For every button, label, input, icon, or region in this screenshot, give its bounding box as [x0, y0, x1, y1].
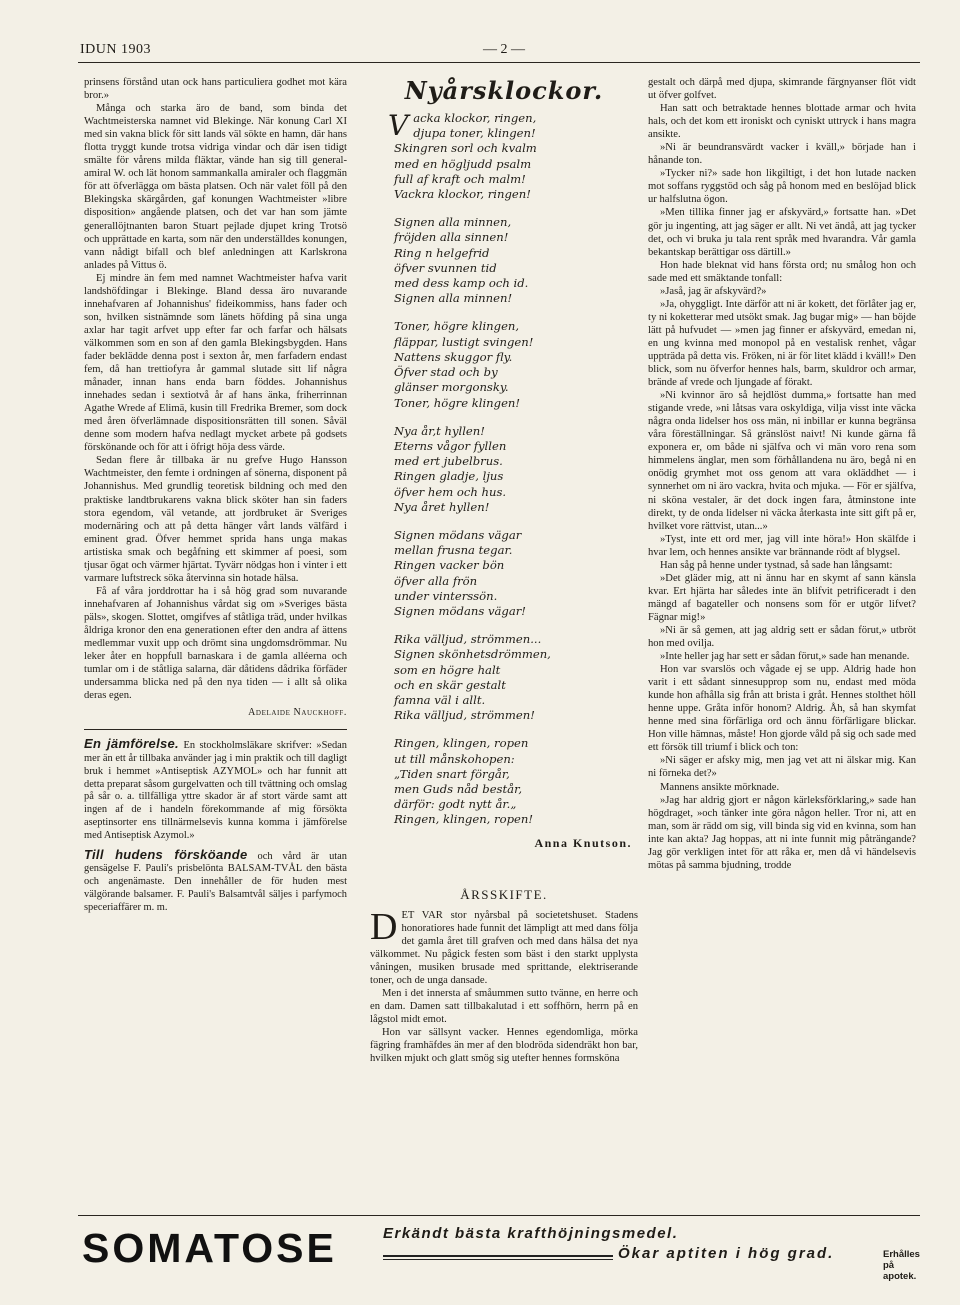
- advert-azymol: [84, 738, 347, 842]
- col3-paragraph: »Jaså, jag är afskyvärd?»: [660, 285, 767, 297]
- poem-line: Signen mödans vägar!: [394, 603, 526, 618]
- poem-line: öfver svunnen tid: [394, 260, 497, 275]
- slogan-line-3: Erhålles på apotek.: [883, 1249, 920, 1282]
- page-header: [78, 38, 920, 60]
- col3-paragraph: Han satt och betraktade hennes blottade armar och hvita hals, och det kom ett ironiskt och cyniskt uttryck i hans magra ansikte.: [648, 103, 916, 141]
- advert-text: En stockholmsläkare skrifver: »Sedan mer än ett år tillbaka använder jag i min praktik och till dagligt bruk i hemmet »Antiseptisk AZYMOL» och har funnit att detta preparat såsom gurgelvatten och till tvättning och omslag på sår o. a. tillfälliga yttre skador är af stort värde samt att ingen af de i handeln förekommande af mig försökta aseptinsorter ens tillnärmelsevis kunna komma i jämförelse med Antiseptisk Azymol.»: [84, 740, 347, 841]
- col3-paragraph: »Det gläder mig, att ni ännu har en skymt af sann känsla kvar. Ert hjärta har således inte än blifvit petrificeradt i den mängd af bagateller och nonsens som för er utgör lifvet? Fägnar mig!»: [648, 572, 916, 623]
- col3-paragraph: »Ni kvinnor äro så hejdlöst dumma,» fortsatte han med stigande vrede, »ni låtsas vara oskyldiga, vilja visst inte väcka några onda lidelser hos oss män, ni inbillar er kunna begränsa våra föreställningar. Så gränslöst naivt! Ni kunde gärna få exponera er, om både ni själfva och vi män voro rena som himmelens änglar, men som förhållandena nu äro, begå ni en onödig grymhet mot oss genom att vara okläddhet — i synnerhet om ni äro vackra, hvita och mjuka. — För er själfva, ni sköna vestaler, är det dock ingen fara, åtminstone inte direkt, ty de onda lidelser ni väcka återkasta inte sitt gift på er, hvilket vore rättvist, utan...»: [648, 390, 916, 532]
- poem-line: öfver alla frön: [394, 573, 478, 588]
- poem: [370, 111, 638, 828]
- poem-stanza: [394, 215, 638, 306]
- poem-line: djupa toner, klingen!: [413, 126, 536, 141]
- col3-paragraph: »Inte heller jag har sett er sådan förut,» sade han menande.: [660, 651, 910, 663]
- slogan-line-2: Ökar aptiten i hög grad.: [618, 1245, 835, 1262]
- poem-line: Skingren sorl och kvalm: [394, 141, 537, 156]
- poem-line: fläppar, lustigt svingen!: [394, 334, 534, 349]
- col1-paragraph: prinsens förstånd utan ock hans particuliera godhet mot kära bror.»: [84, 77, 347, 102]
- section-paragraph: DET VAR stor nyårsbal på societetshuset. Stadens honoratiores hade funnit det lämpligt att med dans följa det gamla året till grafven och med dans hälsa det nya välkommet. Nu pågick festen som bäst i den starkt upplysta våningen, musiken brusade med sprittande, elektriserande toner, och de unga dansade.: [370, 905, 638, 986]
- col3-paragraph: Hon var svarslös och vågade ej se upp. Aldrig hade hon varit i ett sådant sinnesupprор som nu, endast med möda kunde hon afhålla sig från att brista i gråt. Hennes stolthet höll henne uppe. Gråta inför honom? Aldrig. Åh, så han skymfat henne med sina förfärliga ord och ännu förfärligare blickar. Hon ville hämnas, måste! Hon gjorde våld på sig och sade med ett försök till triumf i blick och ton:: [648, 664, 916, 754]
- poem-line: öfver hem och hus.: [394, 484, 507, 499]
- poem-line: Signen skönhetsdrömmen,: [394, 647, 551, 662]
- poem-stanza: [394, 632, 638, 723]
- poem-line: med dess kamp och id.: [394, 276, 529, 291]
- poem-line: Vackra klockor, ringen!: [394, 187, 531, 202]
- poem-stanza: [394, 424, 638, 515]
- section-paragraph: Men i det innersta af småummen sutto tvänne, en herre och en dam. Damen satt tillbakalutad i ett soffhörn, herrn på en lågstol midt emot.: [370, 987, 638, 1026]
- footer-advert: [78, 1215, 920, 1282]
- col3-paragraph: »Ni är beundransvärdt vacker i kväll,» började han i hånande ton.: [648, 142, 916, 167]
- column-3: [648, 76, 916, 872]
- poem-line: Öfver stad och by: [394, 365, 498, 380]
- poem-line: Nya år,t hyllen!: [394, 423, 485, 438]
- poem-line: ut till månskohopen:: [394, 751, 515, 766]
- poem-line: full af kraft och malm!: [394, 171, 526, 186]
- section-paragraph: Hon var sällsynt vacker. Hennes egendomliga, mörka fägring framhäfdes än mer af den blodröda sidendräkt hon bar, hvilken mjukt och glatt smög sig utefter hennes formsköna: [370, 1027, 638, 1065]
- poem-dropcap: V: [388, 109, 409, 143]
- poem-stanza: [394, 319, 638, 410]
- poem-line: med ert jubelbrus.: [394, 454, 503, 469]
- col3-paragraph: »Jag har aldrig gjort er någon kärleksförklaring,» sade han högdraget, »och tänker inte göra någon heller. Tror ni, att en man, som är rädd om sig, vill binda sig vid en kvinna, som han inte kan akta? Jag hoppas, att ni inte funnit mig påträngande? Jag gör verkligen intet för att råka er, men då vi händelsevis mötas på samma bjudning, trodde: [648, 794, 916, 871]
- col3-paragraph: »Ni säger er afsky mig, men jag vet att ni älskar mig. Kan ni förneka det?»: [648, 755, 916, 780]
- poem-line: Rika välljud, strömmen...: [394, 632, 542, 647]
- poem-line: med en högljudd psalm: [394, 156, 532, 171]
- poem-stanza: [394, 736, 638, 827]
- poem-line: som en högre halt: [394, 662, 501, 677]
- col1-paragraph: Få af våra jorddrottar ha i så hög grad som nuvarande innehafvaren af Johannishus vårdat sig om »Sveriges bästa päls», skogen. Slottet, omgifves af ståtliga träd, under hvilkas åldriga kronor den ena generationen efter den andra af ättens medlemmar vuxit upp och drömt sina ungdomsdrömmar. Nu leker åter en hoppfull barnaskara i de gamla alléerna och tumlar om i de ståtliga salarna, där dåtidens dådrika förfäder undersamma blicka ned på den nya tiden — i allt så olika deras egen.: [84, 585, 347, 702]
- poem-line: men Guds nåd består,: [394, 781, 523, 796]
- column-2: [370, 76, 638, 1065]
- poem-line: famna väl i allt.: [394, 692, 486, 707]
- advert-text: och vård är utan gensägelse F. Pauli's prisbelönta BALSAM-TVÅL den bästa och angenämaste. Den innehåller de för huden mest välgörande balsamer. F. Pauli's Balsamtvål säljes i parfymoch speceriaffärer m. m.: [84, 850, 347, 913]
- poem-line: Toner, högre klingen,: [394, 319, 520, 334]
- poem-author: Anna Knutson.: [534, 835, 632, 850]
- col3-paragraph: Han såg på henne under tystnad, så sade han långsamt:: [660, 559, 893, 571]
- col3-paragraph: »Ni är så gemen, att jag aldrig sett er sådan förut,» utbröt hon med ovilja.: [648, 624, 916, 650]
- poem-line: och en skär gestalt: [394, 677, 506, 692]
- poem-line: glänser morgonsky.: [394, 380, 509, 395]
- poem-line: Toner, högre klingen!: [394, 395, 521, 410]
- col3-paragraph: gestalt och därpå med djupa, skimrande färgnyanser flöt vidt ut öfver golfvet.: [648, 77, 916, 102]
- col3-paragraph: Hon hade bleknat vid hans första ord; nu smålog hon och sade med ett smäktande tonfall:: [648, 259, 916, 284]
- section-title: ÅRSSKIFTE.: [460, 886, 548, 902]
- col3-paragraph: »Men tillika finner jag er afskyvärd,» fortsatte han. »Det gör ju ingenting, att jag säger er allt. Ni vet ändå, att jag tycker det, och vi bruka ju tala rent språk med hvarandra. Vår gamla bekantskap berättigar oss därtill.»: [648, 207, 916, 258]
- poem-line: Ring n helgefrid: [394, 245, 490, 260]
- publication-title: IDUN 1903: [80, 42, 151, 57]
- slogan-line-1: Erkändt bästa krafthöjningsmedel.: [383, 1225, 679, 1242]
- slogan-rule: [383, 1255, 613, 1260]
- advert-balsam: [84, 846, 347, 915]
- divider: [84, 729, 347, 730]
- poem-line: Nattens skuggor fly.: [394, 349, 513, 364]
- poem-line: Eterns vågor fyllen: [394, 438, 507, 453]
- poem-line: under vinterssön.: [394, 588, 498, 603]
- col3-paragraph: »Tyst, inte ett ord mer, jag vill inte höra!» Hon skälfde i hvar lem, och hennes ansikte var brännande rödt af blygsel.: [648, 533, 916, 558]
- col3-paragraph: »Tycker ni?» sade hon likgiltigt, i det hon lutade nacken mot soffans ryggstöd och såg på honom med en beslöjad blick ur halfslutna ögon.: [648, 168, 916, 206]
- poem-line: Rika välljud, strömmen!: [394, 708, 535, 723]
- poem-stanza: [388, 109, 638, 202]
- poem-line: mellan frusna tegar.: [394, 543, 513, 558]
- col3-paragraph: Mannens ansikte mörknade.: [660, 781, 780, 793]
- poem-line: „Tiden snart förgår,: [394, 766, 510, 781]
- footer-rule: [78, 1215, 920, 1216]
- poem-line: Ringen gladje, ljus: [394, 469, 504, 484]
- col3-paragraph: »Ja, ohyggligt. Inte därför att ni är kokett, det förlåter jag er, ty ni koketterar med utsökt smak. Jag bugar mig» — han böjde lätt på hufvudet — »men jag finner er afskyvärd, emedan ni, en ung kvinna med monopol på en vestalisk renhet, vågar uppträda på detta vis. Fröken, ni är för litet klädd i kväll!» Den blick, som nu öfverfor hennes hals, barm, skuldror och armar, brände af vrede och ljungade af förakt.: [648, 298, 916, 389]
- poem-line: Nya året hyllen!: [394, 499, 490, 514]
- column-1: [84, 76, 347, 915]
- advert-heading: Till hudens försköande: [84, 846, 248, 862]
- col1-paragraph: Ej mindre än fem med namnet Wachtmeister hafva varit landshöfdingar i Blekinge. Bland dessa äro nuvarande innehafvaren af Johannishus' fideikommiss, hans fader och son, hvilken sistnämnde som länets höfding på sina unga axlar har tagit arfvet upp efter far och farfar och hälsats välkommen som en son af den gamla Blekingsbygden. Hans fader beklädde denna post i sexton år, men farfadern endast fem, då han trettiofyra år gammal slutade sitt lif några månader, innan hans enda barn föddes. Johannishus innehades sedan i sextiotvå år af hans änka, friherrinnan Agathe Wrede af Elimä, kusin till Fredrika Bremer, som dock med åren öfverlämnade dispositionsrätten till sonen. Såväl denne som modern hafva nedlagt mycket arbete på godsets förskönande och för att i öfrigt höja dess värde.: [84, 272, 347, 454]
- page-number: — 2 —: [483, 42, 525, 57]
- poem-line: Signen alla minnen,: [394, 215, 512, 230]
- poem-line: Ringen, klingen, ropen: [394, 736, 529, 751]
- poem-line: Ringen, klingen, ropen!: [394, 812, 533, 827]
- poem-line: Signen alla minnen!: [394, 291, 513, 306]
- poem-line: Ringen vacker bön: [394, 558, 505, 573]
- poem-line: därför: godt nytt år.„: [394, 797, 517, 812]
- brand-logo: SOMATOSE: [82, 1225, 337, 1271]
- article-signature: Adelaide Nauckhoff.: [248, 707, 347, 719]
- poem-title: Nyårsklockor.: [404, 76, 604, 105]
- section-dropcap: D: [370, 905, 398, 948]
- col1-paragraph: Sedan flere år tillbaka är nu grefve Hugo Hansson Wachtmeister, den femte i ordningen af sönerna, disponent på Johannishus. Med grundlig teoretisk bildning och med den praktiske landtbrukarens vakna blick sköter han sin faders stora egendom, väl vetande, att jordbruket är Sveriges modernäring och att på detta hänger vårt lands välfärd i eminent grad. Öfver hemmet sprida hans unga makas artistiska smak och begåfning ett skimmer af poesi, som tjusar ögat och värmer hjärtat. Tyvärr nödgas hon i vinter i ett varmare luftstreck söka återvinna sin hotade hälsa.: [84, 455, 347, 584]
- header-rule: [78, 62, 920, 63]
- col1-paragraph: Många och starka äro de band, som binda det Wachtmeisterska namnet vid Blekinge. När konung Carl XI med sin vakna blick för sitt lands väl sökte en hamn, där hans flotta tryggt kunde trotsa vidriga vindar och där isen tidigt smälte för vårens milda fläktar, vände han sig till general-amiral W. och lät honom sammankalla amiraler och flaggmän för att öfverlägga om bästa platsen. Och när valet föll på den Blekingska skärgården, gaf konungen Wachtmeister »libre disposition» angående platsen, och det var han som jämte generallöjtnanten baron Stuart pejlade djupet kring Trotsö och upprättade en karta, som när den underställdes konungen, vann nådigt bifall och blef anledningen att Karlskrona anlades på Vittus ö.: [84, 103, 347, 271]
- poem-line: Signen mödans vägar: [394, 527, 522, 542]
- poem-stanza: [394, 528, 638, 619]
- poem-line: Vacka klockor, ringen,: [388, 109, 537, 143]
- advert-heading: En jämförelse.: [84, 736, 179, 752]
- poem-line: fröjden alla sinnen!: [394, 230, 509, 245]
